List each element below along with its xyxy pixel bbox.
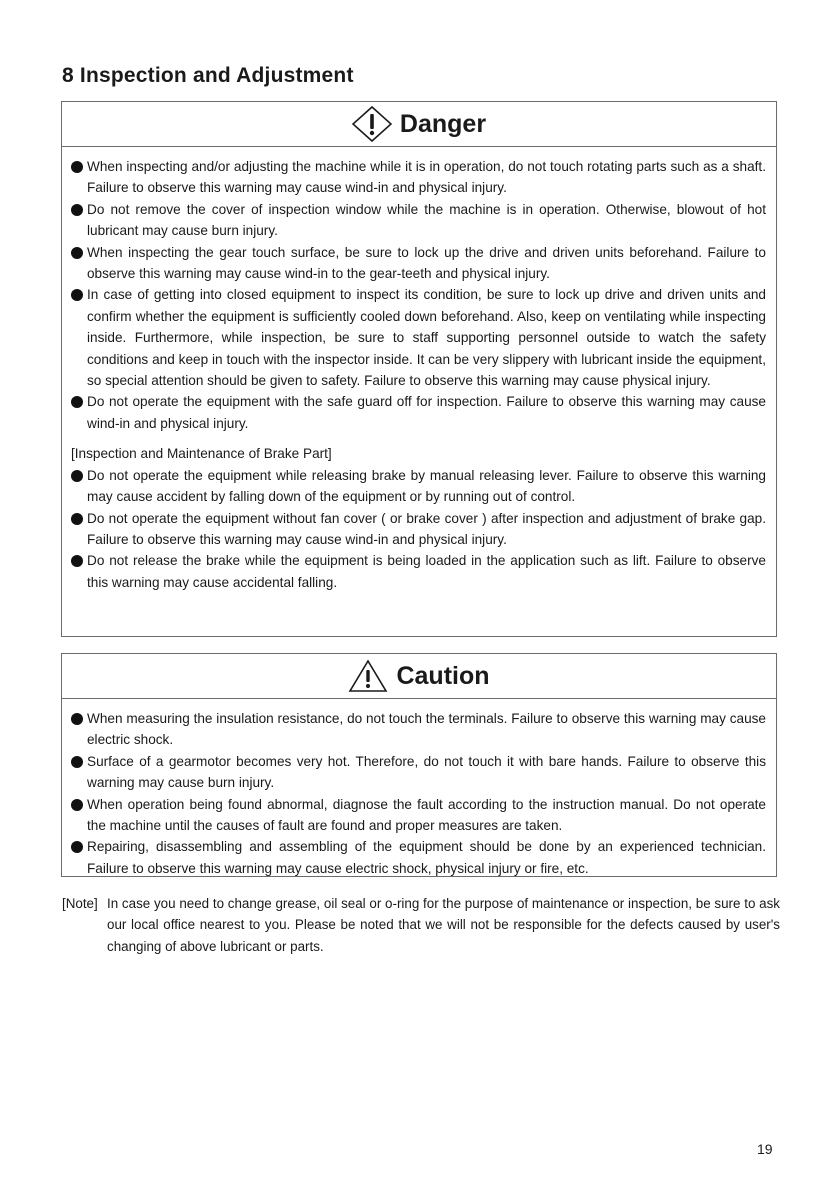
bullet-icon <box>71 756 83 768</box>
danger-item-text: In case of getting into closed equipment to inspect its condition, be sure to lock up drive and driven units and confirm whether the equipment is sufficiently cooled down beforehand. Also, keep on ventilating while inspecting inside. Furthermore, while inspection, be sure to staff supporting personnel outside to watch the safety conditions and keep in touch with the inspector inside. It can be very slippery with lubricant inside the equipment, so special attention should be given to safety. Failure to observe this warning may cause physical injury. <box>87 287 766 389</box>
brake-section-heading: [Inspection and Maintenance of Brake Part] <box>71 446 332 462</box>
exclamation-triangle-icon <box>348 659 388 693</box>
danger-heading: Danger <box>399 109 487 138</box>
bullet-icon <box>71 289 83 301</box>
danger-item <box>71 242 766 285</box>
brake-item <box>71 465 766 508</box>
bullet-icon <box>71 555 83 567</box>
bullet-icon <box>71 841 83 853</box>
caution-item <box>71 836 766 879</box>
note-text: In case you need to change grease, oil seal or o-ring for the purpose of maintenance or inspection, be sure to ask our local office nearest to you. Please be noted that we will not be responsible for the defects caused by user's changing of above lubricant or parts. <box>107 896 780 954</box>
danger-body <box>62 147 776 593</box>
bullet-icon <box>71 396 83 408</box>
caution-item-text: When operation being found abnormal, diagnose the fault according to the instruction manual. Do not operate the machine until the causes of fault are found and proper measures are taken. <box>87 796 766 834</box>
danger-item <box>71 284 766 391</box>
bullet-icon <box>71 247 83 259</box>
brake-item <box>71 550 766 593</box>
bullet-icon <box>71 799 83 811</box>
note <box>62 893 780 957</box>
danger-item-text: When inspecting the gear touch surface, be sure to lock up the drive and driven units beforehand. Failure to observe this warning may cause wind-in to the gear-teeth and physical injury. <box>87 244 766 282</box>
caution-body <box>62 699 776 879</box>
danger-item-text: Do not operate the equipment with the safe guard off for inspection. Failure to observe this warning may cause wind-in and physical injury. <box>87 394 766 431</box>
note-tag: [Note] <box>62 896 98 911</box>
bullet-icon <box>71 470 83 482</box>
danger-header <box>62 102 776 147</box>
caution-item <box>71 708 766 751</box>
page-number: 19 <box>757 1141 773 1157</box>
brake-item-text: Do not operate the equipment without fan cover ( or brake cover ) after inspection and adjustment of brake gap. Failure to observe this warning may cause wind-in and physical injury. <box>87 510 766 547</box>
page-title: 8 Inspection and Adjustment <box>62 64 354 87</box>
caution-item <box>71 794 766 837</box>
brake-item-text: Do not operate the equipment while releasing brake by manual releasing lever. Failure to observe this warning may cause accident by falling down of the equipment or by running out of control. <box>87 467 766 505</box>
bullet-icon <box>71 204 83 216</box>
caution-box <box>61 653 777 877</box>
caution-item-text: When measuring the insulation resistance, do not touch the terminals. Failure to observe this warning may cause electric shock. <box>87 711 766 748</box>
danger-item <box>71 199 766 242</box>
danger-item-text: When inspecting and/or adjusting the machine while it is in operation, do not touch rotating parts such as a shaft. Failure to observe this warning may cause wind-in and physical injury. <box>87 159 766 196</box>
caution-item-text: Surface of a gearmotor becomes very hot. Therefore, do not touch it with bare hands. Failure to observe this warning may cause burn injury. <box>87 753 766 791</box>
danger-box <box>61 101 777 637</box>
bullet-icon <box>71 713 83 725</box>
caution-heading: Caution <box>396 661 490 690</box>
danger-item <box>71 391 766 434</box>
caution-item <box>71 751 766 794</box>
danger-item <box>71 156 766 199</box>
exclamation-diamond-icon <box>352 106 392 142</box>
bullet-icon <box>71 161 83 173</box>
bullet-icon <box>71 513 83 525</box>
caution-header <box>62 654 776 699</box>
brake-item <box>71 508 766 551</box>
brake-item-text: Do not release the brake while the equipment is being loaded in the application such as lift. Failure to observe this warning may cause accidental falling. <box>87 553 766 590</box>
danger-item-text: Do not remove the cover of inspection window while the machine is in operation. Otherwise, blowout of hot lubricant may cause burn injury. <box>87 201 766 239</box>
caution-item-text: Repairing, disassembling and assembling of the equipment should be done by an experienced technician. Failure to observe this warning may cause electric shock, physical injury or fire, etc. <box>87 839 766 876</box>
